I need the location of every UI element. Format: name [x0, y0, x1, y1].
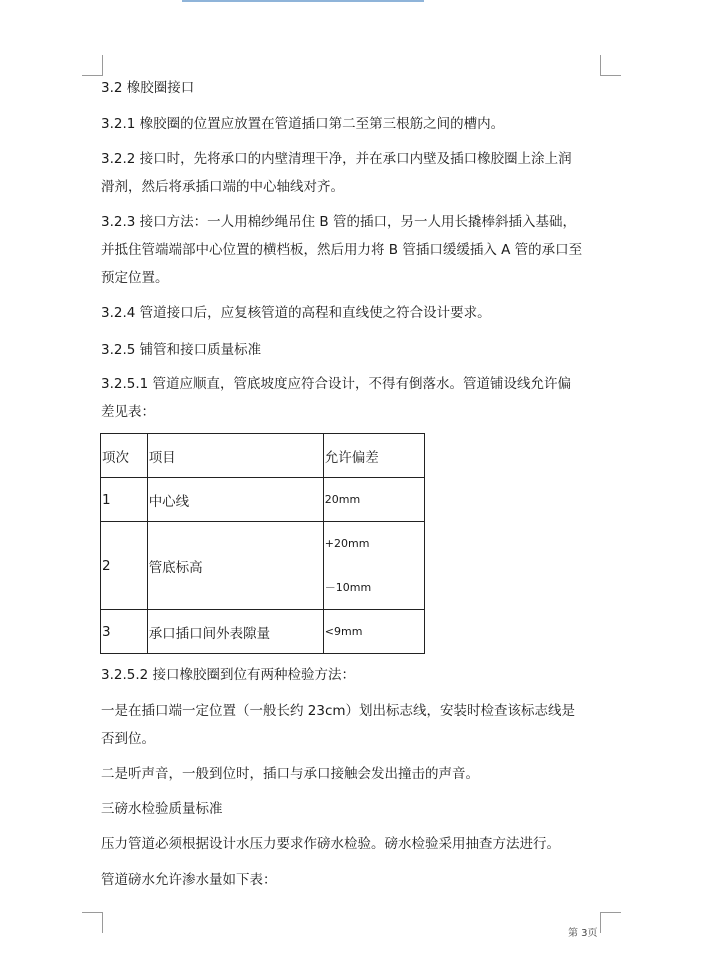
deviation-table: [100, 433, 425, 654]
paragraph-line: 3.2.3 接口方法：一人用棉纱绳吊住 B 管的插口，另一人用长撬棒斜插入基础，: [101, 214, 576, 230]
table-cell-no: 1: [101, 478, 148, 522]
deviation-minus: －10mm: [324, 580, 372, 594]
table-cell-item: 管底标高: [147, 522, 323, 610]
paragraph-line: 3.2.2 接口时，先将承口的内壁清理干净，并在承口内壁及插口橡胶圈上涂上润: [101, 151, 572, 167]
paragraph-line: 3.2.5.1 管道应顺直，管底坡度应符合设计，不得有倒落水。管道铺设线允许偏: [101, 376, 572, 392]
table-header-cell: 允许偏差: [323, 434, 424, 478]
paragraph-line: 预定位置。: [101, 270, 169, 286]
table-row: [101, 610, 425, 654]
paragraph-line: 并抵住管端端部中心位置的横档板，然后用力将 B 管插口缓缓插入 A 管的承口至: [101, 242, 583, 258]
subsection-heading: 3.2.5 铺管和接口质量标准: [101, 342, 262, 358]
table-header-cell: 项目: [147, 434, 323, 478]
section-heading: 3.2 橡胶圈接口: [101, 80, 195, 96]
table-cell-no: 2: [101, 522, 148, 610]
margin-corner-bottom-right: [600, 912, 621, 933]
section-heading: 三磅水检验质量标准: [101, 801, 223, 817]
table-cell-deviation: [323, 522, 424, 610]
margin-corner-top-right: [600, 55, 621, 76]
margin-corner-top-left: [82, 55, 103, 76]
table-header-cell: 项次: [101, 434, 148, 478]
paragraph-line: 一是在插口端一定位置（一般长约 23cm）划出标志线，安装时检查该标志线是: [101, 703, 576, 719]
table-cell-deviation: <9mm: [323, 610, 424, 654]
table-header-row: [101, 434, 425, 478]
table-row: [101, 478, 425, 522]
deviation-plus: +20mm: [324, 536, 370, 550]
paragraph-line: 二是听声音，一般到位时，插口与承口接触会发出撞击的声音。: [101, 766, 479, 782]
table-cell-no: 3: [101, 610, 148, 654]
paragraph-line: 管道磅水允许渗水量如下表：: [101, 872, 277, 888]
paragraph-line: 3.2.4 管道接口后，应复核管道的高程和直线使之符合设计要求。: [101, 305, 491, 321]
table-cell-deviation: 20mm: [323, 478, 424, 522]
table-row: [101, 522, 425, 610]
table-cell-item: 中心线: [147, 478, 323, 522]
page-number: 第 3页: [568, 928, 598, 939]
table-cell-item: 承口插口间外表隙量: [147, 610, 323, 654]
paragraph-line: 3.2.5.2 接口橡胶圈到位有两种检验方法：: [101, 667, 356, 683]
paragraph-line: 3.2.1 橡胶圈的位置应放置在管道插口第二至第三根筋之间的槽内。: [101, 116, 505, 132]
paragraph-line: 否到位。: [101, 731, 155, 747]
paragraph-line: 压力管道必须根据设计水压力要求作磅水检验。磅水检验采用抽查方法进行。: [101, 836, 560, 852]
paragraph-line: 差见表：: [101, 404, 155, 420]
margin-corner-bottom-left: [82, 912, 103, 933]
paragraph-line: 滑剂，然后将承插口端的中心轴线对齐。: [101, 179, 344, 195]
top-accent-bar: [182, 0, 424, 2]
